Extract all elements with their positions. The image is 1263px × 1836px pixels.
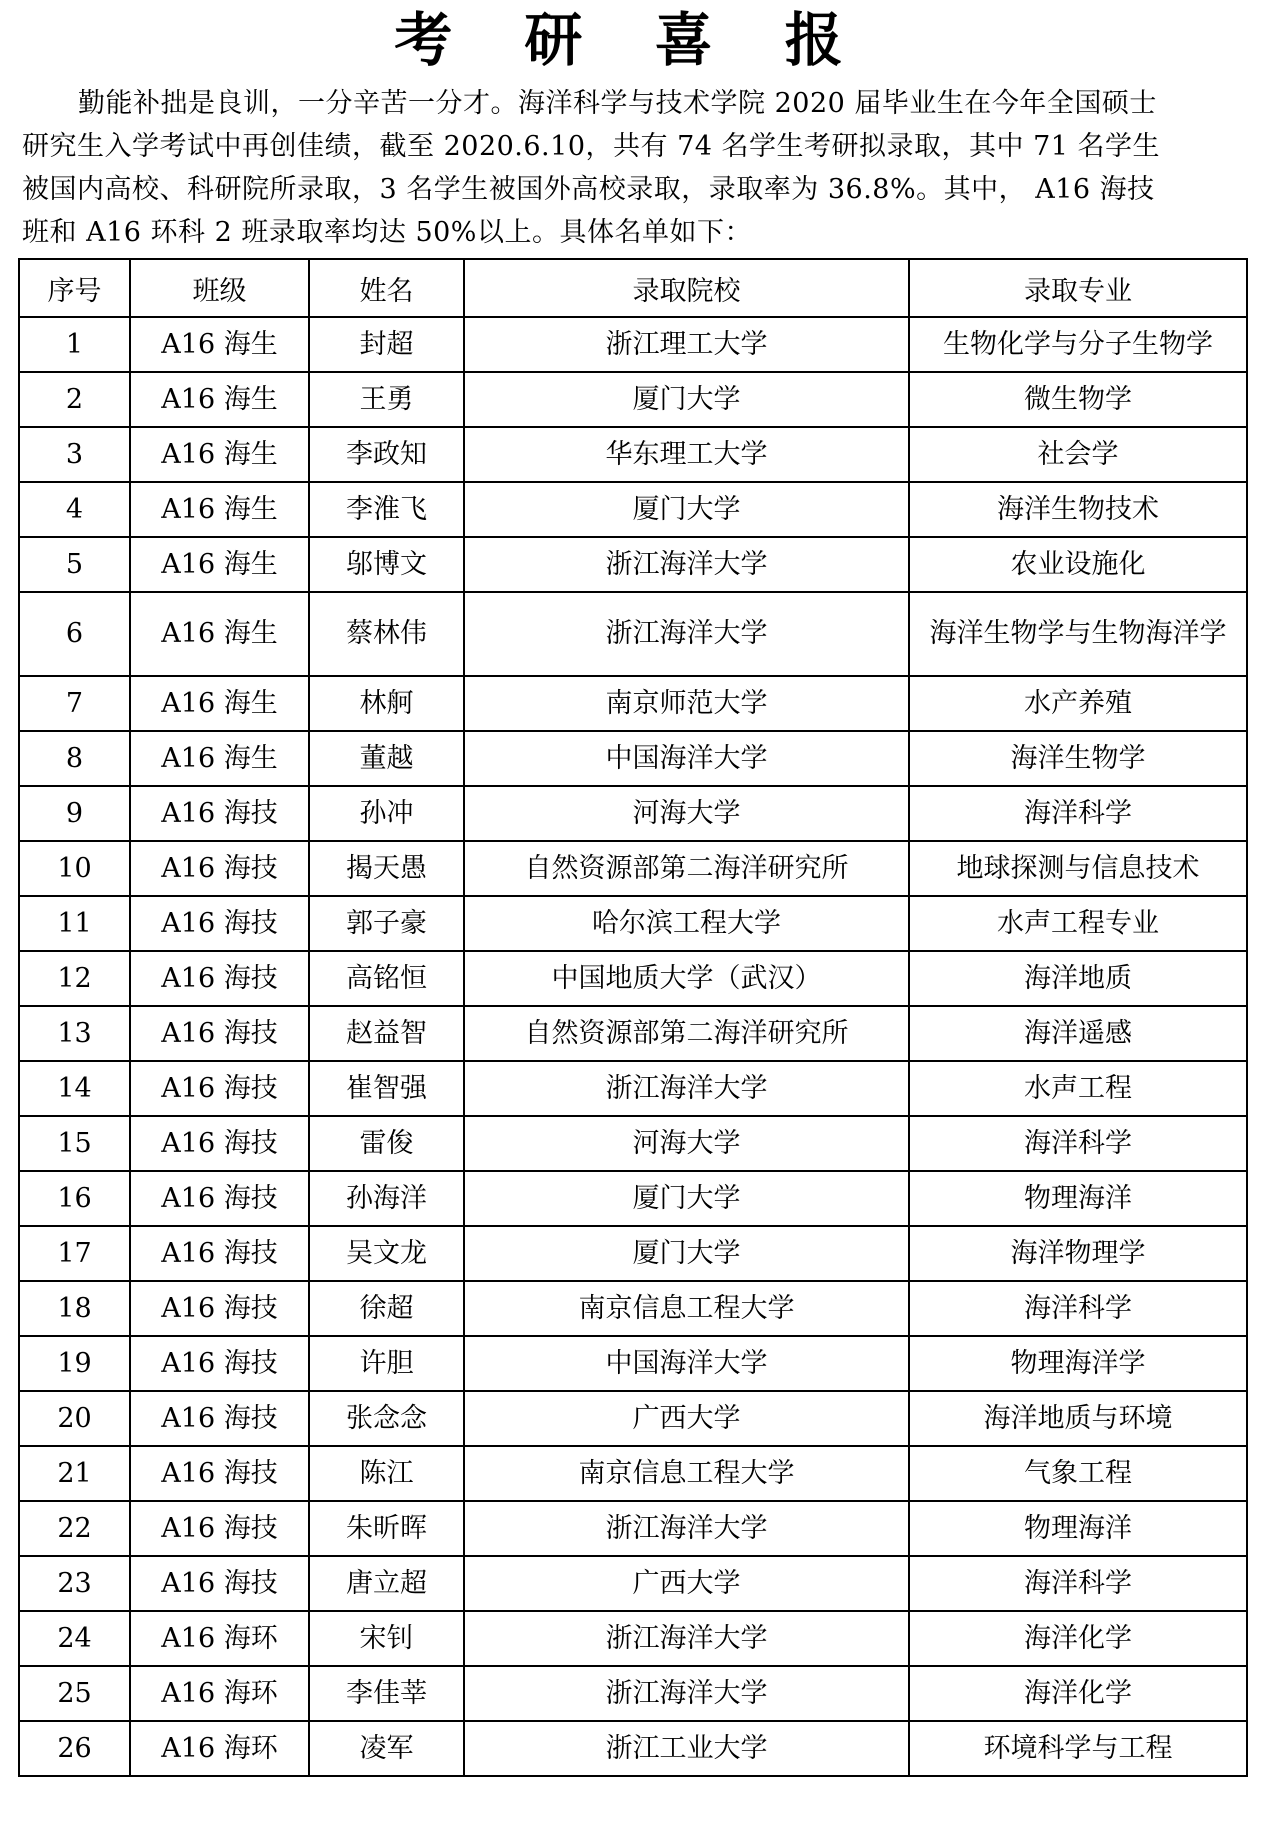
cell-school: 厦门大学 bbox=[464, 1226, 909, 1281]
cell-class: A16 海生 bbox=[130, 592, 309, 676]
cell-school: 广西大学 bbox=[464, 1391, 909, 1446]
cell-no: 16 bbox=[19, 1171, 130, 1226]
cell-class: A16 海技 bbox=[130, 1006, 309, 1061]
cell-major: 水产养殖 bbox=[909, 676, 1247, 731]
table-row bbox=[19, 896, 1247, 951]
cell-no: 18 bbox=[19, 1281, 130, 1336]
cell-class: A16 海技 bbox=[130, 1226, 309, 1281]
cell-no: 15 bbox=[19, 1116, 130, 1171]
cell-name: 宋钊 bbox=[309, 1611, 464, 1666]
table-row bbox=[19, 482, 1247, 537]
intro-line: 被国内高校、科研院所录取，3 名学生被国外高校录取，录取率为 36.8%。其中， A16 海技 bbox=[22, 174, 1155, 205]
table-row bbox=[19, 731, 1247, 786]
cell-major: 微生物学 bbox=[909, 372, 1247, 427]
cell-major: 海洋生物技术 bbox=[909, 482, 1247, 537]
cell-major: 海洋地质与环境 bbox=[909, 1391, 1247, 1446]
cell-name: 李淮飞 bbox=[309, 482, 464, 537]
cell-name: 封超 bbox=[309, 317, 464, 372]
cell-class: A16 海技 bbox=[130, 1281, 309, 1336]
cell-name: 邬博文 bbox=[309, 537, 464, 592]
page-title: 考 研 喜 报 bbox=[394, 6, 869, 74]
cell-class: A16 海技 bbox=[130, 1116, 309, 1171]
table-row bbox=[19, 537, 1247, 592]
cell-name: 雷俊 bbox=[309, 1116, 464, 1171]
cell-class: A16 海技 bbox=[130, 1171, 309, 1226]
cell-name: 孙海洋 bbox=[309, 1171, 464, 1226]
cell-no: 6 bbox=[19, 592, 130, 676]
cell-name: 赵益智 bbox=[309, 1006, 464, 1061]
cell-class: A16 海技 bbox=[130, 786, 309, 841]
cell-school: 浙江海洋大学 bbox=[464, 592, 909, 676]
cell-major: 环境科学与工程 bbox=[909, 1721, 1247, 1776]
header-school: 录取院校 bbox=[464, 259, 909, 317]
cell-no: 20 bbox=[19, 1391, 130, 1446]
cell-class: A16 海生 bbox=[130, 731, 309, 786]
cell-major: 海洋地质 bbox=[909, 951, 1247, 1006]
cell-class: A16 海技 bbox=[130, 1336, 309, 1391]
cell-major: 海洋科学 bbox=[909, 786, 1247, 841]
cell-major: 海洋科学 bbox=[909, 1116, 1247, 1171]
cell-class: A16 海技 bbox=[130, 1061, 309, 1116]
cell-name: 许胆 bbox=[309, 1336, 464, 1391]
cell-no: 8 bbox=[19, 731, 130, 786]
table-row bbox=[19, 1171, 1247, 1226]
cell-school: 厦门大学 bbox=[464, 1171, 909, 1226]
table-row bbox=[19, 427, 1247, 482]
cell-class: A16 海环 bbox=[130, 1611, 309, 1666]
cell-school: 哈尔滨工程大学 bbox=[464, 896, 909, 951]
cell-name: 孙冲 bbox=[309, 786, 464, 841]
cell-school: 南京信息工程大学 bbox=[464, 1446, 909, 1501]
cell-class: A16 海环 bbox=[130, 1721, 309, 1776]
table-row bbox=[19, 1006, 1247, 1061]
table-row bbox=[19, 1281, 1247, 1336]
cell-no: 11 bbox=[19, 896, 130, 951]
cell-class: A16 海技 bbox=[130, 1556, 309, 1611]
cell-class: A16 海生 bbox=[130, 317, 309, 372]
cell-major: 农业设施化 bbox=[909, 537, 1247, 592]
cell-major: 海洋科学 bbox=[909, 1556, 1247, 1611]
table-row bbox=[19, 841, 1247, 896]
cell-class: A16 海环 bbox=[130, 1666, 309, 1721]
table-row bbox=[19, 1391, 1247, 1446]
cell-no: 26 bbox=[19, 1721, 130, 1776]
header-major: 录取专业 bbox=[909, 259, 1247, 317]
cell-major: 海洋科学 bbox=[909, 1281, 1247, 1336]
table-row bbox=[19, 1666, 1247, 1721]
cell-school: 中国地质大学（武汉） bbox=[464, 951, 909, 1006]
cell-major: 海洋物理学 bbox=[909, 1226, 1247, 1281]
cell-name: 高铭恒 bbox=[309, 951, 464, 1006]
cell-name: 郭子豪 bbox=[309, 896, 464, 951]
header-row bbox=[19, 259, 1247, 317]
cell-major: 气象工程 bbox=[909, 1446, 1247, 1501]
cell-class: A16 海生 bbox=[130, 372, 309, 427]
cell-name: 王勇 bbox=[309, 372, 464, 427]
table-row bbox=[19, 1721, 1247, 1776]
cell-no: 2 bbox=[19, 372, 130, 427]
cell-school: 南京信息工程大学 bbox=[464, 1281, 909, 1336]
cell-class: A16 海生 bbox=[130, 537, 309, 592]
cell-major: 海洋遥感 bbox=[909, 1006, 1247, 1061]
cell-name: 李政知 bbox=[309, 427, 464, 482]
cell-major: 生物化学与分子生物学 bbox=[909, 317, 1247, 372]
cell-school: 自然资源部第二海洋研究所 bbox=[464, 841, 909, 896]
cell-major: 社会学 bbox=[909, 427, 1247, 482]
cell-class: A16 海技 bbox=[130, 951, 309, 1006]
table-row bbox=[19, 1336, 1247, 1391]
cell-school: 浙江海洋大学 bbox=[464, 1611, 909, 1666]
cell-no: 24 bbox=[19, 1611, 130, 1666]
cell-no: 19 bbox=[19, 1336, 130, 1391]
cell-name: 崔智强 bbox=[309, 1061, 464, 1116]
table-row bbox=[19, 951, 1247, 1006]
cell-no: 1 bbox=[19, 317, 130, 372]
cell-no: 9 bbox=[19, 786, 130, 841]
cell-no: 10 bbox=[19, 841, 130, 896]
cell-school: 南京师范大学 bbox=[464, 676, 909, 731]
cell-school: 河海大学 bbox=[464, 786, 909, 841]
table-row bbox=[19, 786, 1247, 841]
intro-paragraph bbox=[22, 82, 1172, 254]
cell-school: 浙江海洋大学 bbox=[464, 1501, 909, 1556]
cell-name: 董越 bbox=[309, 731, 464, 786]
cell-no: 14 bbox=[19, 1061, 130, 1116]
cell-major: 物理海洋 bbox=[909, 1501, 1247, 1556]
cell-major: 物理海洋学 bbox=[909, 1336, 1247, 1391]
cell-school: 厦门大学 bbox=[464, 482, 909, 537]
cell-no: 4 bbox=[19, 482, 130, 537]
cell-no: 7 bbox=[19, 676, 130, 731]
cell-no: 21 bbox=[19, 1446, 130, 1501]
cell-major: 海洋化学 bbox=[909, 1611, 1247, 1666]
cell-class: A16 海生 bbox=[130, 482, 309, 537]
cell-no: 5 bbox=[19, 537, 130, 592]
table-row bbox=[19, 1611, 1247, 1666]
cell-no: 23 bbox=[19, 1556, 130, 1611]
cell-name: 揭天愚 bbox=[309, 841, 464, 896]
cell-class: A16 海技 bbox=[130, 1446, 309, 1501]
table-row bbox=[19, 676, 1247, 731]
table-row bbox=[19, 317, 1247, 372]
intro-line: 研究生入学考试中再创佳绩，截至 2020.6.10，共有 74 名学生考研拟录取，其中 71 名学生 bbox=[22, 131, 1161, 162]
cell-class: A16 海技 bbox=[130, 1391, 309, 1446]
cell-school: 广西大学 bbox=[464, 1556, 909, 1611]
cell-name: 蔡林伟 bbox=[309, 592, 464, 676]
table-row bbox=[19, 1226, 1247, 1281]
cell-school: 厦门大学 bbox=[464, 372, 909, 427]
cell-school: 中国海洋大学 bbox=[464, 1336, 909, 1391]
cell-class: A16 海技 bbox=[130, 841, 309, 896]
cell-class: A16 海生 bbox=[130, 427, 309, 482]
cell-major: 水声工程 bbox=[909, 1061, 1247, 1116]
header-name: 姓名 bbox=[309, 259, 464, 317]
cell-school: 浙江海洋大学 bbox=[464, 1666, 909, 1721]
cell-school: 华东理工大学 bbox=[464, 427, 909, 482]
intro-line: 班和 A16 环科 2 班录取率均达 50%以上。具体名单如下： bbox=[22, 217, 752, 248]
cell-school: 浙江理工大学 bbox=[464, 317, 909, 372]
table-row bbox=[19, 372, 1247, 427]
cell-class: A16 海技 bbox=[130, 896, 309, 951]
cell-name: 凌军 bbox=[309, 1721, 464, 1776]
table-body bbox=[19, 317, 1247, 1776]
table-row bbox=[19, 1446, 1247, 1501]
cell-name: 徐超 bbox=[309, 1281, 464, 1336]
cell-school: 中国海洋大学 bbox=[464, 731, 909, 786]
table-row bbox=[19, 1501, 1247, 1556]
cell-major: 物理海洋 bbox=[909, 1171, 1247, 1226]
cell-school: 浙江海洋大学 bbox=[464, 537, 909, 592]
intro-line: 勤能补拙是良训，一分辛苦一分才。海洋科学与技术学院 2020 届毕业生在今年全国硕士 bbox=[78, 88, 1157, 119]
cell-name: 朱昕晖 bbox=[309, 1501, 464, 1556]
table-row bbox=[19, 592, 1247, 676]
cell-school: 自然资源部第二海洋研究所 bbox=[464, 1006, 909, 1061]
cell-no: 22 bbox=[19, 1501, 130, 1556]
cell-no: 25 bbox=[19, 1666, 130, 1721]
cell-school: 浙江海洋大学 bbox=[464, 1061, 909, 1116]
cell-major: 海洋化学 bbox=[909, 1666, 1247, 1721]
table-row bbox=[19, 1116, 1247, 1171]
cell-name: 陈江 bbox=[309, 1446, 464, 1501]
cell-name: 唐立超 bbox=[309, 1556, 464, 1611]
cell-school: 河海大学 bbox=[464, 1116, 909, 1171]
cell-major: 水声工程专业 bbox=[909, 896, 1247, 951]
cell-no: 3 bbox=[19, 427, 130, 482]
header-no: 序号 bbox=[19, 259, 130, 317]
cell-no: 17 bbox=[19, 1226, 130, 1281]
cell-major: 海洋生物学与生物海洋学 bbox=[909, 592, 1247, 676]
cell-name: 吴文龙 bbox=[309, 1226, 464, 1281]
cell-no: 13 bbox=[19, 1006, 130, 1061]
cell-class: A16 海技 bbox=[130, 1501, 309, 1556]
table-row bbox=[19, 1061, 1247, 1116]
header-class: 班级 bbox=[130, 259, 309, 317]
table-header bbox=[19, 259, 1247, 317]
table-row bbox=[19, 1556, 1247, 1611]
cell-no: 12 bbox=[19, 951, 130, 1006]
cell-school: 浙江工业大学 bbox=[464, 1721, 909, 1776]
admission-table bbox=[18, 258, 1248, 1777]
cell-name: 张念念 bbox=[309, 1391, 464, 1446]
cell-class: A16 海生 bbox=[130, 676, 309, 731]
cell-major: 海洋生物学 bbox=[909, 731, 1247, 786]
cell-major: 地球探测与信息技术 bbox=[909, 841, 1247, 896]
cell-name: 李佳莘 bbox=[309, 1666, 464, 1721]
cell-name: 林舸 bbox=[309, 676, 464, 731]
